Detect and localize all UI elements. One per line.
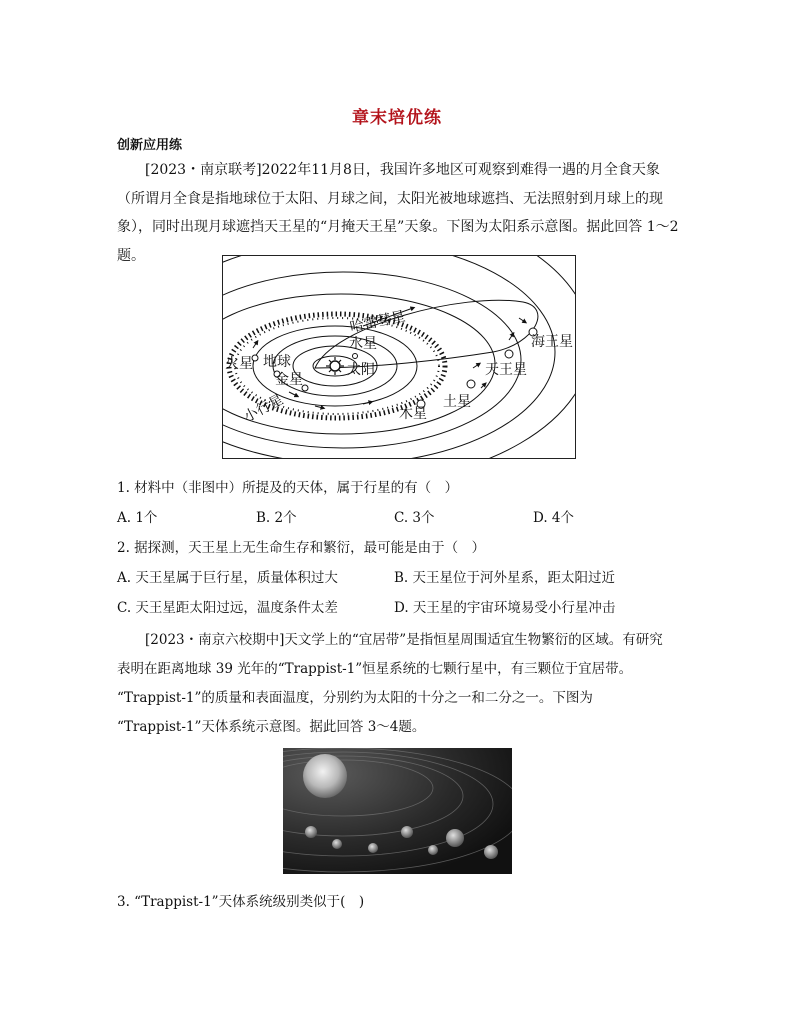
intro-paragraph-1 (117, 156, 679, 270)
planet-4 (401, 826, 413, 838)
trappist-system-photo (283, 748, 512, 874)
label-uranus: 天王星 (485, 362, 527, 378)
label-neptune: 海王星 (531, 334, 573, 350)
q1-stem: 1. 材料中（非图中）所提及的天体，属于行星的有（ ） (117, 480, 459, 496)
planet-6 (446, 829, 464, 847)
label-sun: 太阳 (347, 362, 375, 378)
label-mercury: 水星 (349, 336, 377, 352)
label-venus: 金星 (275, 372, 303, 388)
intro2-line1 (145, 628, 663, 648)
q2-stem: 2. 据探测，天王星上无生命生存和繁衍，最可能是由于（ ） (117, 540, 486, 556)
solar-system-svg (223, 256, 576, 459)
q2-option-a: A. 天王星属于巨行星，质量体积过大 (117, 570, 338, 586)
trappist-illustration (283, 748, 512, 874)
trappist-star (303, 754, 347, 798)
page-title: 章末培优练 (352, 108, 442, 128)
intro1-source: [2023・南京联考] (145, 162, 262, 178)
q1-option-a: A. 1个 (117, 510, 158, 526)
q1-option-c: C. 3个 (394, 510, 435, 526)
intro2-line1-text: 天文学上的“宜居带”是指恒星周围适宜生物繁衍的区域。有研究 (284, 632, 663, 648)
label-halley: 哈雷彗星 (348, 308, 407, 336)
intro1-text: 2022年11月8日，我国许多地区可观察到难得一遇的月全食天象（所谓月全食是指地球位于太阳、月球之间，太阳光被地球遮挡、无法照射到月球上的现象），同时出现月球遮挡天王星的“月掩天王星”天象。下图为太阳系示意图。据此回答 1～2题。 (117, 162, 679, 264)
planet-5 (428, 845, 438, 855)
q1-option-d: D. 4个 (533, 510, 575, 526)
planet-1 (305, 826, 317, 838)
intro2-source: [2023・南京六校期中] (145, 632, 285, 648)
q2-option-d: D. 天王星的宇宙环境易受小行星冲击 (394, 600, 616, 616)
planet-7 (484, 845, 498, 859)
q3-stem: 3. “Trappist-1”天体系统级别类似于( ) (117, 894, 365, 910)
uranus-planet (505, 350, 513, 358)
q1-option-b: B. 2个 (256, 510, 297, 526)
label-jupiter: 木星 (399, 406, 427, 422)
q2-option-b: B. 天王星位于河外星系，距太阳过近 (394, 570, 616, 586)
label-earth: 地球 (263, 354, 291, 370)
planet-3 (368, 843, 378, 853)
q2-option-c: C. 天王星距太阳过远，温度条件太差 (117, 600, 338, 616)
planet-2 (332, 839, 342, 849)
label-saturn: 土星 (443, 394, 471, 410)
label-asteroid: 小行星 (241, 391, 286, 426)
sun-icon (326, 357, 344, 375)
intro2-line3: “Trappist-1”的质量和表面温度，分别约为太阳的十分之一和二分之一。下图为 (117, 690, 593, 706)
mercury-planet (353, 354, 358, 359)
saturn-planet (467, 380, 475, 388)
intro2-line2: 表明在距离地球 39 光年的“Trappist-1”恒星系统的七颗行星中，有三颗位于宜居带。 (117, 661, 633, 677)
section-heading: 创新应用练 (117, 138, 183, 153)
intro2-line4: “Trappist-1”天体系统示意图。据此回答 3～4题。 (117, 719, 426, 735)
solar-system-diagram (222, 255, 576, 459)
label-mars: 火星 (225, 356, 253, 372)
